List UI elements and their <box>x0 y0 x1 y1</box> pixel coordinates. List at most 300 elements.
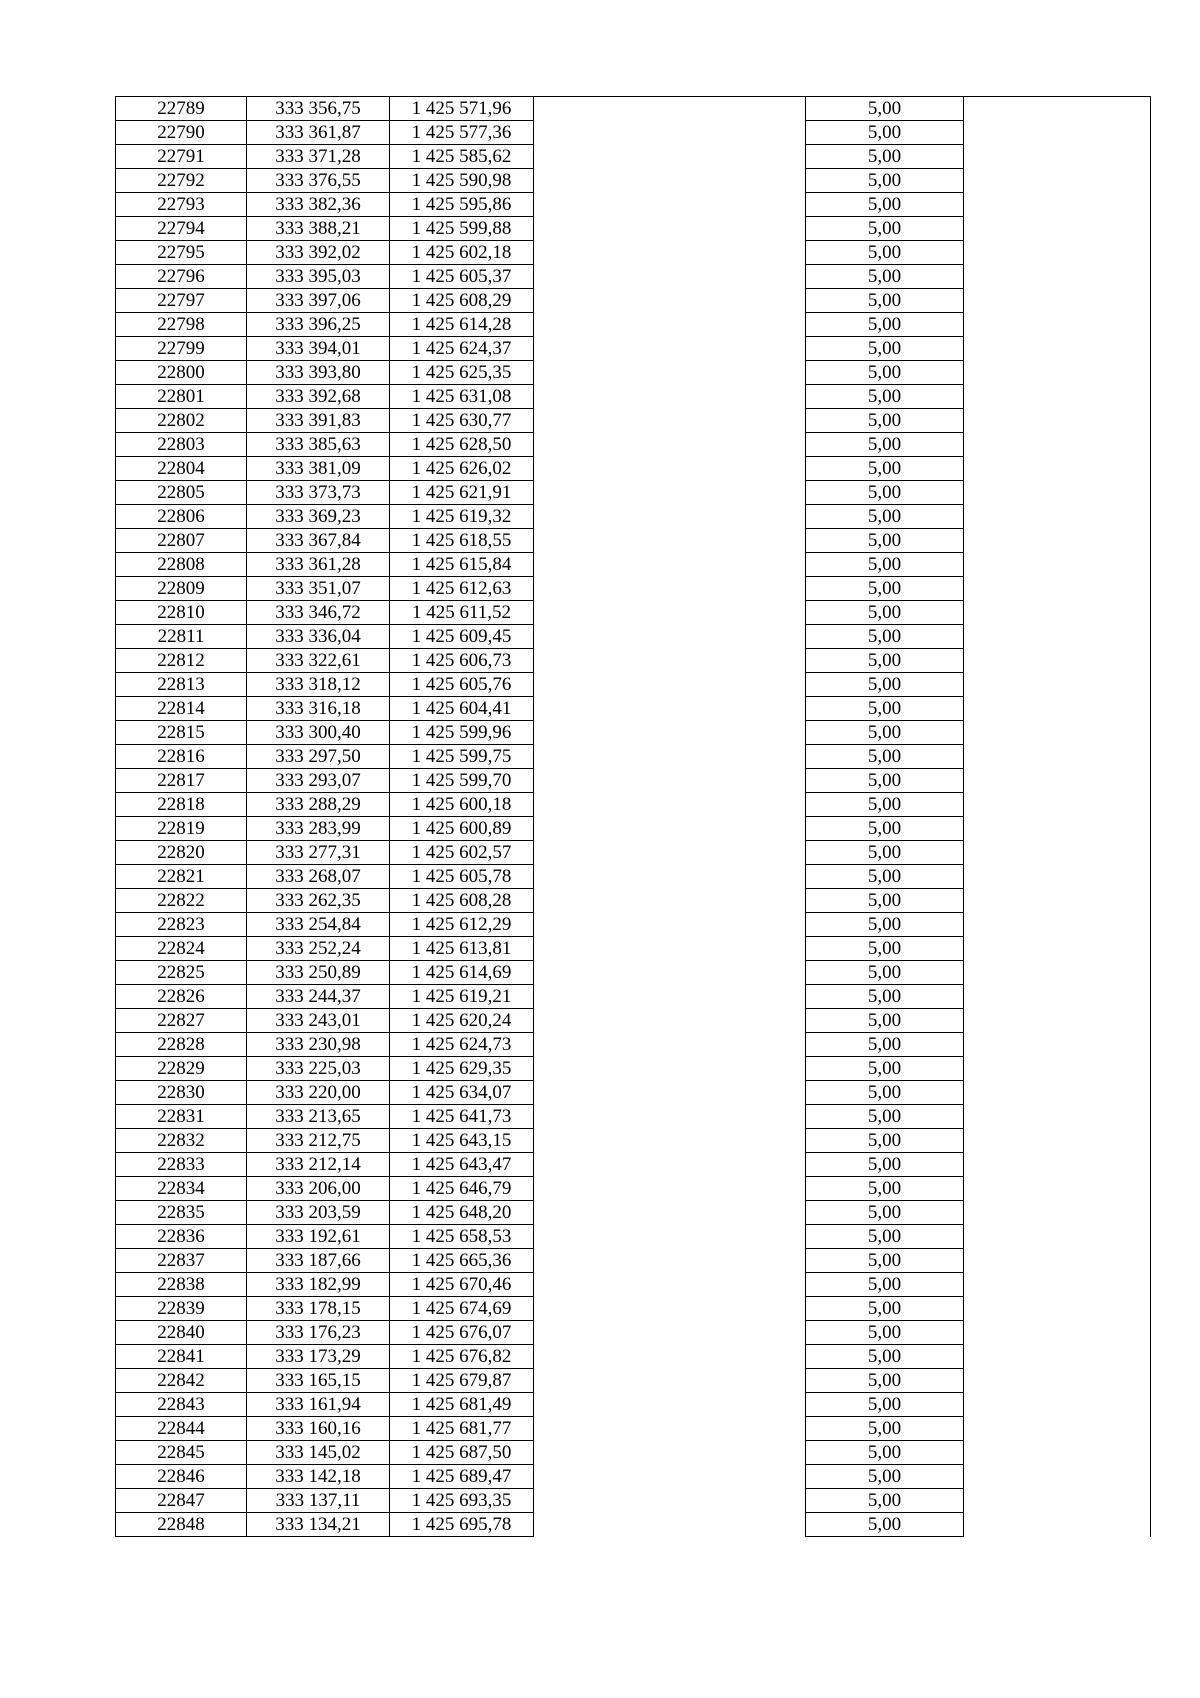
value-cell: 5,00 <box>806 841 964 865</box>
empty-cell <box>534 145 806 169</box>
empty-cell <box>534 1249 806 1273</box>
value-cell: 5,00 <box>806 1273 964 1297</box>
empty-cell <box>964 577 1151 601</box>
value-cell: 5,00 <box>806 961 964 985</box>
point-number-cell: 22824 <box>116 937 247 961</box>
y-coordinate-cell: 1 425 681,49 <box>390 1393 534 1417</box>
empty-cell <box>534 697 806 721</box>
value-cell: 5,00 <box>806 433 964 457</box>
empty-cell <box>964 1177 1151 1201</box>
x-coordinate-cell: 333 252,24 <box>247 937 390 961</box>
table-row <box>116 1321 1151 1345</box>
empty-cell <box>964 865 1151 889</box>
point-number-cell: 22822 <box>116 889 247 913</box>
empty-cell <box>534 265 806 289</box>
empty-cell <box>964 985 1151 1009</box>
empty-cell <box>964 1153 1151 1177</box>
x-coordinate-cell: 333 336,04 <box>247 625 390 649</box>
table-row <box>116 1417 1151 1441</box>
y-coordinate-cell: 1 425 612,29 <box>390 913 534 937</box>
table-row <box>116 1057 1151 1081</box>
empty-cell <box>964 1081 1151 1105</box>
value-cell: 5,00 <box>806 1033 964 1057</box>
x-coordinate-cell: 333 134,21 <box>247 1513 390 1537</box>
coordinates-table <box>115 96 1151 1537</box>
x-coordinate-cell: 333 230,98 <box>247 1033 390 1057</box>
x-coordinate-cell: 333 373,73 <box>247 481 390 505</box>
empty-cell <box>534 1441 806 1465</box>
x-coordinate-cell: 333 397,06 <box>247 289 390 313</box>
empty-cell <box>964 937 1151 961</box>
point-number-cell: 22794 <box>116 217 247 241</box>
y-coordinate-cell: 1 425 605,78 <box>390 865 534 889</box>
empty-cell <box>534 1009 806 1033</box>
point-number-cell: 22807 <box>116 529 247 553</box>
y-coordinate-cell: 1 425 615,84 <box>390 553 534 577</box>
empty-cell <box>964 1513 1151 1537</box>
table-row <box>116 217 1151 241</box>
x-coordinate-cell: 333 262,35 <box>247 889 390 913</box>
x-coordinate-cell: 333 367,84 <box>247 529 390 553</box>
point-number-cell: 22837 <box>116 1249 247 1273</box>
empty-cell <box>534 673 806 697</box>
empty-cell <box>534 241 806 265</box>
y-coordinate-cell: 1 425 595,86 <box>390 193 534 217</box>
value-cell: 5,00 <box>806 769 964 793</box>
point-number-cell: 22844 <box>116 1417 247 1441</box>
point-number-cell: 22816 <box>116 745 247 769</box>
point-number-cell: 22797 <box>116 289 247 313</box>
empty-cell <box>534 361 806 385</box>
table-row <box>116 1345 1151 1369</box>
empty-cell <box>964 217 1151 241</box>
point-number-cell: 22825 <box>116 961 247 985</box>
empty-cell <box>534 841 806 865</box>
y-coordinate-cell: 1 425 618,55 <box>390 529 534 553</box>
empty-cell <box>534 625 806 649</box>
point-number-cell: 22840 <box>116 1321 247 1345</box>
value-cell: 5,00 <box>806 985 964 1009</box>
empty-cell <box>964 289 1151 313</box>
empty-cell <box>964 1249 1151 1273</box>
value-cell: 5,00 <box>806 1489 964 1513</box>
value-cell: 5,00 <box>806 193 964 217</box>
point-number-cell: 22839 <box>116 1297 247 1321</box>
x-coordinate-cell: 333 297,50 <box>247 745 390 769</box>
empty-cell <box>964 1273 1151 1297</box>
x-coordinate-cell: 333 187,66 <box>247 1249 390 1273</box>
empty-cell <box>534 1153 806 1177</box>
table-row <box>116 145 1151 169</box>
table-row <box>116 1105 1151 1129</box>
x-coordinate-cell: 333 176,23 <box>247 1321 390 1345</box>
y-coordinate-cell: 1 425 608,29 <box>390 289 534 313</box>
x-coordinate-cell: 333 322,61 <box>247 649 390 673</box>
point-number-cell: 22792 <box>116 169 247 193</box>
empty-cell <box>964 1489 1151 1513</box>
table-row <box>116 313 1151 337</box>
point-number-cell: 22799 <box>116 337 247 361</box>
empty-cell <box>534 193 806 217</box>
y-coordinate-cell: 1 425 625,35 <box>390 361 534 385</box>
value-cell: 5,00 <box>806 1081 964 1105</box>
y-coordinate-cell: 1 425 609,45 <box>390 625 534 649</box>
empty-cell <box>964 1225 1151 1249</box>
x-coordinate-cell: 333 394,01 <box>247 337 390 361</box>
x-coordinate-cell: 333 145,02 <box>247 1441 390 1465</box>
value-cell: 5,00 <box>806 553 964 577</box>
table-row <box>116 1273 1151 1297</box>
point-number-cell: 22827 <box>116 1009 247 1033</box>
table-row <box>116 721 1151 745</box>
empty-cell <box>964 649 1151 673</box>
y-coordinate-cell: 1 425 599,75 <box>390 745 534 769</box>
x-coordinate-cell: 333 318,12 <box>247 673 390 697</box>
y-coordinate-cell: 1 425 681,77 <box>390 1417 534 1441</box>
y-coordinate-cell: 1 425 614,69 <box>390 961 534 985</box>
x-coordinate-cell: 333 300,40 <box>247 721 390 745</box>
table-row <box>116 193 1151 217</box>
point-number-cell: 22848 <box>116 1513 247 1537</box>
point-number-cell: 22804 <box>116 457 247 481</box>
empty-cell <box>534 481 806 505</box>
point-number-cell: 22813 <box>116 673 247 697</box>
y-coordinate-cell: 1 425 602,57 <box>390 841 534 865</box>
table-row <box>116 577 1151 601</box>
empty-cell <box>534 505 806 529</box>
table-row <box>116 241 1151 265</box>
y-coordinate-cell: 1 425 630,77 <box>390 409 534 433</box>
point-number-cell: 22835 <box>116 1201 247 1225</box>
point-number-cell: 22819 <box>116 817 247 841</box>
table-row <box>116 289 1151 313</box>
y-coordinate-cell: 1 425 604,41 <box>390 697 534 721</box>
empty-cell <box>534 385 806 409</box>
empty-cell <box>964 961 1151 985</box>
point-number-cell: 22802 <box>116 409 247 433</box>
table-row <box>116 505 1151 529</box>
y-coordinate-cell: 1 425 631,08 <box>390 385 534 409</box>
empty-cell <box>964 913 1151 937</box>
empty-cell <box>534 1033 806 1057</box>
value-cell: 5,00 <box>806 1513 964 1537</box>
empty-cell <box>534 649 806 673</box>
point-number-cell: 22803 <box>116 433 247 457</box>
empty-cell <box>534 553 806 577</box>
table-row <box>116 265 1151 289</box>
y-coordinate-cell: 1 425 599,70 <box>390 769 534 793</box>
empty-cell <box>964 481 1151 505</box>
point-number-cell: 22812 <box>116 649 247 673</box>
table-row <box>116 793 1151 817</box>
y-coordinate-cell: 1 425 613,81 <box>390 937 534 961</box>
empty-cell <box>964 241 1151 265</box>
x-coordinate-cell: 333 369,23 <box>247 505 390 529</box>
empty-cell <box>964 721 1151 745</box>
table-row <box>116 817 1151 841</box>
x-coordinate-cell: 333 388,21 <box>247 217 390 241</box>
empty-cell <box>964 361 1151 385</box>
table-row <box>116 1441 1151 1465</box>
value-cell: 5,00 <box>806 169 964 193</box>
value-cell: 5,00 <box>806 505 964 529</box>
value-cell: 5,00 <box>806 793 964 817</box>
point-number-cell: 22829 <box>116 1057 247 1081</box>
value-cell: 5,00 <box>806 817 964 841</box>
y-coordinate-cell: 1 425 626,02 <box>390 457 534 481</box>
empty-cell <box>534 1369 806 1393</box>
empty-cell <box>964 193 1151 217</box>
value-cell: 5,00 <box>806 1249 964 1273</box>
x-coordinate-cell: 333 346,72 <box>247 601 390 625</box>
y-coordinate-cell: 1 425 621,91 <box>390 481 534 505</box>
value-cell: 5,00 <box>806 1321 964 1345</box>
value-cell: 5,00 <box>806 601 964 625</box>
empty-cell <box>964 265 1151 289</box>
point-number-cell: 22808 <box>116 553 247 577</box>
empty-cell <box>534 1513 806 1537</box>
x-coordinate-cell: 333 392,68 <box>247 385 390 409</box>
y-coordinate-cell: 1 425 676,07 <box>390 1321 534 1345</box>
point-number-cell: 22790 <box>116 121 247 145</box>
x-coordinate-cell: 333 225,03 <box>247 1057 390 1081</box>
empty-cell <box>964 889 1151 913</box>
empty-cell <box>964 1369 1151 1393</box>
value-cell: 5,00 <box>806 913 964 937</box>
value-cell: 5,00 <box>806 1225 964 1249</box>
empty-cell <box>534 1297 806 1321</box>
x-coordinate-cell: 333 254,84 <box>247 913 390 937</box>
empty-cell <box>534 433 806 457</box>
empty-cell <box>534 1345 806 1369</box>
empty-cell <box>534 817 806 841</box>
point-number-cell: 22814 <box>116 697 247 721</box>
x-coordinate-cell: 333 203,59 <box>247 1201 390 1225</box>
y-coordinate-cell: 1 425 643,15 <box>390 1129 534 1153</box>
value-cell: 5,00 <box>806 745 964 769</box>
x-coordinate-cell: 333 393,80 <box>247 361 390 385</box>
x-coordinate-cell: 333 396,25 <box>247 313 390 337</box>
y-coordinate-cell: 1 425 600,89 <box>390 817 534 841</box>
value-cell: 5,00 <box>806 1393 964 1417</box>
value-cell: 5,00 <box>806 1057 964 1081</box>
y-coordinate-cell: 1 425 605,76 <box>390 673 534 697</box>
empty-cell <box>964 601 1151 625</box>
empty-cell <box>964 1057 1151 1081</box>
table-row <box>116 1033 1151 1057</box>
value-cell: 5,00 <box>806 121 964 145</box>
x-coordinate-cell: 333 361,28 <box>247 553 390 577</box>
x-coordinate-cell: 333 212,14 <box>247 1153 390 1177</box>
value-cell: 5,00 <box>806 1201 964 1225</box>
empty-cell <box>534 1129 806 1153</box>
y-coordinate-cell: 1 425 641,73 <box>390 1105 534 1129</box>
y-coordinate-cell: 1 425 687,50 <box>390 1441 534 1465</box>
table-row <box>116 673 1151 697</box>
y-coordinate-cell: 1 425 602,18 <box>390 241 534 265</box>
x-coordinate-cell: 333 316,18 <box>247 697 390 721</box>
y-coordinate-cell: 1 425 624,73 <box>390 1033 534 1057</box>
point-number-cell: 22795 <box>116 241 247 265</box>
table-row <box>116 697 1151 721</box>
point-number-cell: 22805 <box>116 481 247 505</box>
y-coordinate-cell: 1 425 658,53 <box>390 1225 534 1249</box>
value-cell: 5,00 <box>806 385 964 409</box>
point-number-cell: 22820 <box>116 841 247 865</box>
y-coordinate-cell: 1 425 643,47 <box>390 1153 534 1177</box>
y-coordinate-cell: 1 425 676,82 <box>390 1345 534 1369</box>
empty-cell <box>534 721 806 745</box>
y-coordinate-cell: 1 425 590,98 <box>390 169 534 193</box>
point-number-cell: 22834 <box>116 1177 247 1201</box>
table-row <box>116 385 1151 409</box>
x-coordinate-cell: 333 192,61 <box>247 1225 390 1249</box>
empty-cell <box>534 577 806 601</box>
empty-cell <box>964 1105 1151 1129</box>
empty-cell <box>964 313 1151 337</box>
empty-cell <box>534 121 806 145</box>
value-cell: 5,00 <box>806 361 964 385</box>
empty-cell <box>964 97 1151 121</box>
empty-cell <box>534 409 806 433</box>
table-row <box>116 745 1151 769</box>
value-cell: 5,00 <box>806 529 964 553</box>
table-row <box>116 1177 1151 1201</box>
point-number-cell: 22809 <box>116 577 247 601</box>
x-coordinate-cell: 333 142,18 <box>247 1465 390 1489</box>
empty-cell <box>964 409 1151 433</box>
value-cell: 5,00 <box>806 1297 964 1321</box>
empty-cell <box>534 169 806 193</box>
value-cell: 5,00 <box>806 1153 964 1177</box>
empty-cell <box>534 337 806 361</box>
table-row <box>116 1201 1151 1225</box>
x-coordinate-cell: 333 277,31 <box>247 841 390 865</box>
empty-cell <box>534 1177 806 1201</box>
value-cell: 5,00 <box>806 721 964 745</box>
value-cell: 5,00 <box>806 697 964 721</box>
value-cell: 5,00 <box>806 265 964 289</box>
point-number-cell: 22843 <box>116 1393 247 1417</box>
empty-cell <box>534 1225 806 1249</box>
empty-cell <box>964 1441 1151 1465</box>
table-row <box>116 841 1151 865</box>
y-coordinate-cell: 1 425 608,28 <box>390 889 534 913</box>
empty-cell <box>534 313 806 337</box>
value-cell: 5,00 <box>806 649 964 673</box>
y-coordinate-cell: 1 425 670,46 <box>390 1273 534 1297</box>
y-coordinate-cell: 1 425 605,37 <box>390 265 534 289</box>
x-coordinate-cell: 333 356,75 <box>247 97 390 121</box>
empty-cell <box>534 457 806 481</box>
point-number-cell: 22828 <box>116 1033 247 1057</box>
table-row <box>116 169 1151 193</box>
y-coordinate-cell: 1 425 599,96 <box>390 721 534 745</box>
x-coordinate-cell: 333 160,16 <box>247 1417 390 1441</box>
empty-cell <box>964 1201 1151 1225</box>
value-cell: 5,00 <box>806 889 964 913</box>
value-cell: 5,00 <box>806 1345 964 1369</box>
empty-cell <box>964 1129 1151 1153</box>
empty-cell <box>534 889 806 913</box>
table-row <box>116 97 1151 121</box>
empty-cell <box>534 1321 806 1345</box>
x-coordinate-cell: 333 173,29 <box>247 1345 390 1369</box>
table-row <box>116 1249 1151 1273</box>
table-row <box>116 1297 1151 1321</box>
empty-cell <box>534 793 806 817</box>
table-row <box>116 457 1151 481</box>
y-coordinate-cell: 1 425 619,32 <box>390 505 534 529</box>
point-number-cell: 22831 <box>116 1105 247 1129</box>
point-number-cell: 22845 <box>116 1441 247 1465</box>
x-coordinate-cell: 333 243,01 <box>247 1009 390 1033</box>
empty-cell <box>534 937 806 961</box>
value-cell: 5,00 <box>806 577 964 601</box>
empty-cell <box>964 169 1151 193</box>
empty-cell <box>964 457 1151 481</box>
table-row <box>116 1465 1151 1489</box>
y-coordinate-cell: 1 425 571,96 <box>390 97 534 121</box>
empty-cell <box>534 1201 806 1225</box>
point-number-cell: 22817 <box>116 769 247 793</box>
x-coordinate-cell: 333 288,29 <box>247 793 390 817</box>
point-number-cell: 22842 <box>116 1369 247 1393</box>
y-coordinate-cell: 1 425 577,36 <box>390 121 534 145</box>
x-coordinate-cell: 333 137,11 <box>247 1489 390 1513</box>
x-coordinate-cell: 333 371,28 <box>247 145 390 169</box>
table-row <box>116 337 1151 361</box>
empty-cell <box>964 841 1151 865</box>
x-coordinate-cell: 333 212,75 <box>247 1129 390 1153</box>
value-cell: 5,00 <box>806 97 964 121</box>
empty-cell <box>964 673 1151 697</box>
value-cell: 5,00 <box>806 289 964 313</box>
table-row <box>116 433 1151 457</box>
value-cell: 5,00 <box>806 1177 964 1201</box>
y-coordinate-cell: 1 425 611,52 <box>390 601 534 625</box>
y-coordinate-cell: 1 425 606,73 <box>390 649 534 673</box>
empty-cell <box>534 769 806 793</box>
x-coordinate-cell: 333 382,36 <box>247 193 390 217</box>
empty-cell <box>964 145 1151 169</box>
y-coordinate-cell: 1 425 695,78 <box>390 1513 534 1537</box>
empty-cell <box>964 1393 1151 1417</box>
x-coordinate-cell: 333 392,02 <box>247 241 390 265</box>
point-number-cell: 22793 <box>116 193 247 217</box>
point-number-cell: 22791 <box>116 145 247 169</box>
value-cell: 5,00 <box>806 217 964 241</box>
table-row <box>116 625 1151 649</box>
value-cell: 5,00 <box>806 409 964 433</box>
x-coordinate-cell: 333 244,37 <box>247 985 390 1009</box>
x-coordinate-cell: 333 293,07 <box>247 769 390 793</box>
empty-cell <box>964 769 1151 793</box>
value-cell: 5,00 <box>806 1465 964 1489</box>
value-cell: 5,00 <box>806 241 964 265</box>
x-coordinate-cell: 333 391,83 <box>247 409 390 433</box>
x-coordinate-cell: 333 220,00 <box>247 1081 390 1105</box>
empty-cell <box>964 385 1151 409</box>
point-number-cell: 22838 <box>116 1273 247 1297</box>
empty-cell <box>964 1033 1151 1057</box>
empty-cell <box>964 433 1151 457</box>
y-coordinate-cell: 1 425 674,69 <box>390 1297 534 1321</box>
table-row <box>116 913 1151 937</box>
x-coordinate-cell: 333 283,99 <box>247 817 390 841</box>
empty-cell <box>534 1081 806 1105</box>
value-cell: 5,00 <box>806 337 964 361</box>
